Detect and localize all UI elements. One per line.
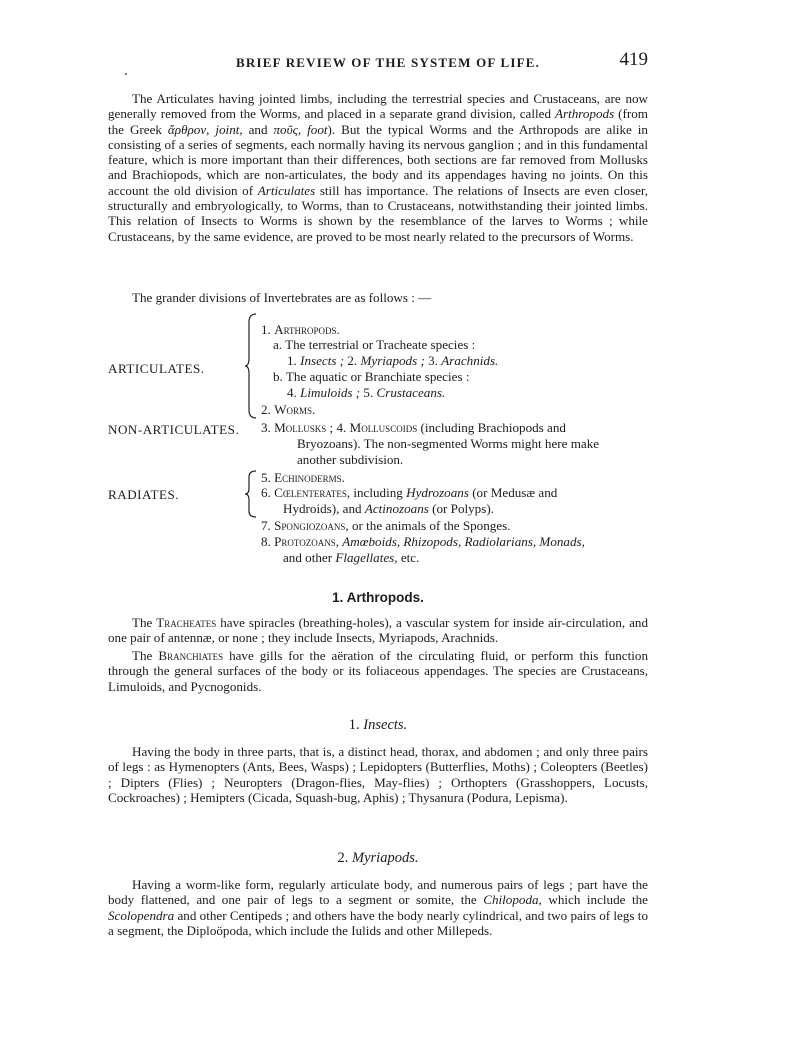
text-run: , or the animals of the Sponges. — [345, 518, 511, 533]
text-run: Having the body in three parts, that is, a distinct head, thorax, and abdomen ; and only three pairs of legs : as Hymenopters (Ants, Bees, Wasps) ; Lepidopters (Butterflies, Moths) ; Coleopters (Beetles) ; Dipters (Flies) ; Neuropters (Dragon-flies, May-flies) ; Orthopters (Grasshoppers, Locusts, Cockroaches) ; Hemipters (Cicada, Squash-bug, Aphis) ; Thysanura (Podura, Lepisma). — [108, 744, 648, 805]
term-myriapods: Myriapods ; — [360, 353, 425, 368]
brace-radiates — [244, 469, 260, 519]
term-arachnids: Arachnids. — [441, 353, 499, 368]
div-aquatic-classes — [287, 385, 445, 400]
div-terrestrial-classes — [287, 353, 498, 368]
div-coelenterates — [261, 485, 648, 500]
heading-insects — [108, 717, 648, 734]
term-limuloids: Limuloids ; — [300, 385, 361, 400]
item-number: 7. — [261, 518, 271, 533]
text-run: The grander divisions of Invertebrates are as follows : — — [132, 290, 432, 305]
term-hydrozoans: Hydrozoans — [406, 485, 469, 500]
item-number: 1. — [261, 322, 271, 337]
heading-name: Insects. — [363, 717, 408, 733]
myriapods-paragraph — [108, 877, 648, 938]
term-flagellates: Flagellates — [335, 550, 395, 565]
text-run: (including Brachiopods and — [417, 420, 566, 435]
page-number: 419 — [619, 49, 648, 70]
term-amoeboids: Amœboids, Rhizopods, Radiolarians, Monads, — [342, 534, 585, 549]
item-number: 2. — [261, 402, 271, 417]
div-protozoans — [261, 534, 648, 549]
heading-myriapods — [108, 850, 648, 867]
text-run: , etc. — [394, 550, 420, 565]
div-mollusks-cont2: another subdivision. — [297, 452, 404, 467]
label-articulates: ARTICULATES. — [108, 361, 205, 376]
text-run: , including — [346, 485, 407, 500]
div-terrestrial: a. The terrestrial or Tracheate species : — [273, 337, 476, 352]
tracheates-paragraph — [108, 615, 648, 646]
insects-paragraph — [108, 744, 648, 805]
term-articulates: Articulates — [257, 182, 316, 198]
text-run: and — [242, 121, 274, 137]
div-mollusks-cont: Bryozoans). The non-segmented Worms might here make — [297, 436, 600, 451]
item-name: Molluscoids — [349, 420, 418, 435]
text-run: The — [132, 648, 159, 663]
text-run: 1. — [287, 353, 301, 368]
text-run: have gills for the aëration of the circulating fluid, or perform this function through the general surfaces of the body or its foliaceous appendages. The species are Crustaceans, Limuloids, and Pycnogonids. — [108, 648, 648, 694]
term-arthropods: Arthropods — [555, 106, 615, 122]
text-run: 5. — [360, 385, 377, 400]
term-actinozoans: Actinozoans — [364, 501, 429, 516]
heading-arthropods: 1. Arthropods. — [332, 590, 424, 605]
term-chilopoda: Chilopoda, — [483, 892, 542, 908]
text-run: 6. — [261, 485, 275, 500]
item-name: Echinoderms. — [274, 470, 345, 485]
text-run: ; 4. — [326, 420, 350, 435]
branchiates-paragraph — [108, 648, 648, 694]
term-insects: Insects ; — [300, 353, 345, 368]
running-title: BRIEF REVIEW OF THE SYSTEM OF LIFE. — [236, 55, 541, 70]
item-number: 5. — [261, 470, 271, 485]
greek-term: ἄρθρον, joint, — [167, 121, 243, 137]
item-name: Mollusks — [274, 420, 327, 435]
text-run: (from the Greek — [108, 106, 648, 137]
item-number: 3. — [261, 420, 271, 435]
div-spongiozoans — [261, 518, 511, 533]
heading-name: Myriapods. — [352, 850, 419, 866]
item-name: Worms. — [274, 402, 316, 417]
text-run: and other Centipeds ; and others have the body nearly cylindrical, and two pairs of legs to a segment, the Diploöpoda, which include the Iulids and other Millepeds. — [108, 907, 648, 938]
brace-articulates — [244, 312, 260, 420]
text-run: ). But the typical Worms and the Arthropods are alike in consisting of a series of segments, each normally having its nervous ganglion ; and in this fundamental feature, which is more important than their differences, both sections are far removed from Mollusks and Brachiopods, which are non-articulates, the body and its appendages having no joints. On this account the old division of — [108, 121, 648, 198]
text-run: which include the — [541, 892, 648, 908]
item-name: Protozoans — [274, 534, 336, 549]
term-crustaceans: Crustaceans. — [376, 385, 446, 400]
div-coelenterates-cont — [283, 501, 494, 516]
text-run: 3. — [424, 353, 442, 368]
term-scolopendra: Scolopendra — [108, 907, 175, 923]
text-run: 2. — [344, 353, 361, 368]
item-name: Arthropods. — [274, 322, 340, 337]
label-radiates: RADIATES. — [108, 487, 180, 502]
greek-term: ποῦς, foot — [273, 121, 328, 137]
text-run: (or Polyps). — [428, 501, 494, 516]
term-tracheates: Tracheates — [156, 615, 217, 630]
div-protozoans-cont — [283, 550, 419, 565]
text-run: Hydroids), and — [283, 501, 365, 516]
text-run: 4. — [287, 385, 301, 400]
divisions-intro — [108, 290, 648, 305]
item-name: Cœlenterates — [274, 485, 347, 500]
text-run: Having a worm-like form, regularly articulate body, and numerous pairs of legs ; part have the body flattened, and one pair of legs to a segment or somite, the — [108, 877, 648, 908]
print-speck — [125, 73, 127, 75]
text-run: still has importance. The relations of Insects are even closer, structurally and embryologically, to Worms, than to Crustaceans, notwithstanding their jointed limbs. This relation of Insects to Worms is shown by the resemblance of the larves to Worms ; while Crustaceans, by the same evidence, are proved to be most nearly related to the precursors of Worms. — [108, 182, 648, 244]
div-aquatic: b. The aquatic or Branchiate species : — [273, 369, 470, 384]
text-run: The Articulates having jointed limbs, including the terrestrial species and Crustaceans, are now generally removed from the Worms, and placed in a separate grand division, called — [108, 91, 648, 122]
heading-number: 1. — [348, 717, 360, 733]
text-run: and other — [283, 550, 336, 565]
item-number: 8. — [261, 534, 271, 549]
heading-number: 2. — [337, 850, 349, 866]
term-branchiates: Branchiates — [158, 648, 224, 663]
text-run: , — [335, 534, 343, 549]
intro-paragraph — [108, 91, 648, 244]
div-worms — [261, 402, 315, 417]
div-mollusks — [261, 420, 648, 435]
div-echinoderms — [261, 470, 345, 485]
text-run: (or Medusæ and — [468, 485, 558, 500]
text-run: have spiracles (breathing-holes), a vascular system for inside air-circulation, and one pair of antennæ, or none ; they include Insects, Myriapods, Arachnids. — [108, 615, 648, 646]
div-arthropods — [261, 322, 340, 337]
label-non-articulates: NON-ARTICULATES. — [108, 422, 240, 437]
item-name: Spongiozoans — [274, 518, 346, 533]
text-run: The — [132, 615, 157, 630]
